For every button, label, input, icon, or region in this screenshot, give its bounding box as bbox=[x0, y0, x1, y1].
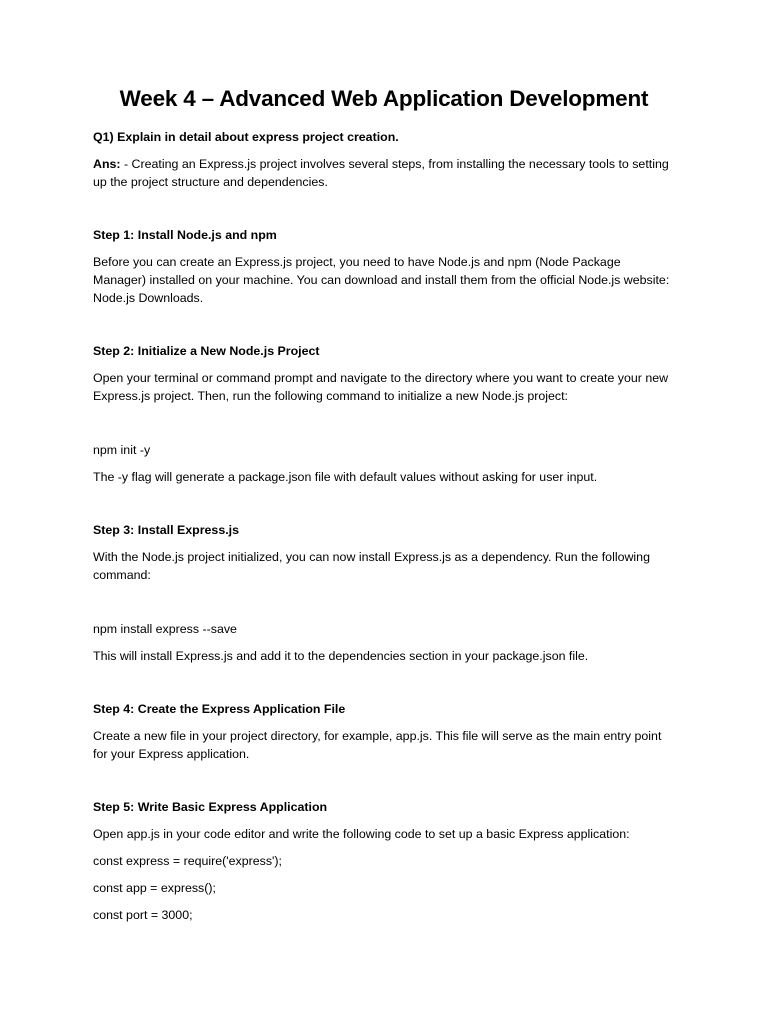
document-body bbox=[93, 128, 673, 924]
step3-command: npm install express --save bbox=[93, 622, 237, 636]
step2-command: npm init -y bbox=[93, 443, 151, 457]
step1-body: Before you can create an Express.js project, you need to have Node.js and npm (Node Package Manager) installed on your machine. You can download and install them from the official Node.js website: Node.js Downloads. bbox=[93, 255, 670, 305]
code-line: const port = 3000; bbox=[93, 908, 193, 922]
code-line: const express = require('express'); bbox=[93, 854, 282, 868]
step1-heading: Step 1: Install Node.js and npm bbox=[93, 228, 277, 242]
answer-text: - Creating an Express.js project involves several steps, from installing the necessary tools to setting up the project structure and dependencies. bbox=[93, 157, 669, 189]
step5-body: Open app.js in your code editor and write the following code to set up a basic Express application: bbox=[93, 827, 630, 841]
step2-heading: Step 2: Initialize a New Node.js Project bbox=[93, 344, 320, 358]
step2-body: Open your terminal or command prompt and navigate to the directory where you want to create your new Express.js project. Then, run the following command to initialize a new Node.js project: bbox=[93, 371, 669, 403]
step5-heading: Step 5: Write Basic Express Application bbox=[93, 800, 328, 814]
answer-label: Ans: bbox=[93, 157, 121, 171]
step4-heading: Step 4: Create the Express Application File bbox=[93, 702, 346, 716]
step3-body: With the Node.js project initialized, you can now install Express.js as a dependency. Run the following command: bbox=[93, 550, 650, 582]
page-title: Week 4 – Advanced Web Application Development bbox=[119, 86, 649, 111]
step2-note: The -y flag will generate a package.json file with default values without asking for user input. bbox=[93, 470, 598, 484]
step3-note: This will install Express.js and add it to the dependencies section in your package.json file. bbox=[93, 649, 589, 663]
answer-paragraph bbox=[93, 155, 673, 191]
step3-heading: Step 3: Install Express.js bbox=[93, 523, 239, 537]
code-line: const app = express(); bbox=[93, 881, 216, 895]
question-text: Q1) Explain in detail about express project creation. bbox=[93, 130, 399, 144]
step4-body: Create a new file in your project directory, for example, app.js. This file will serve as the main entry point for your Express application. bbox=[93, 729, 662, 761]
